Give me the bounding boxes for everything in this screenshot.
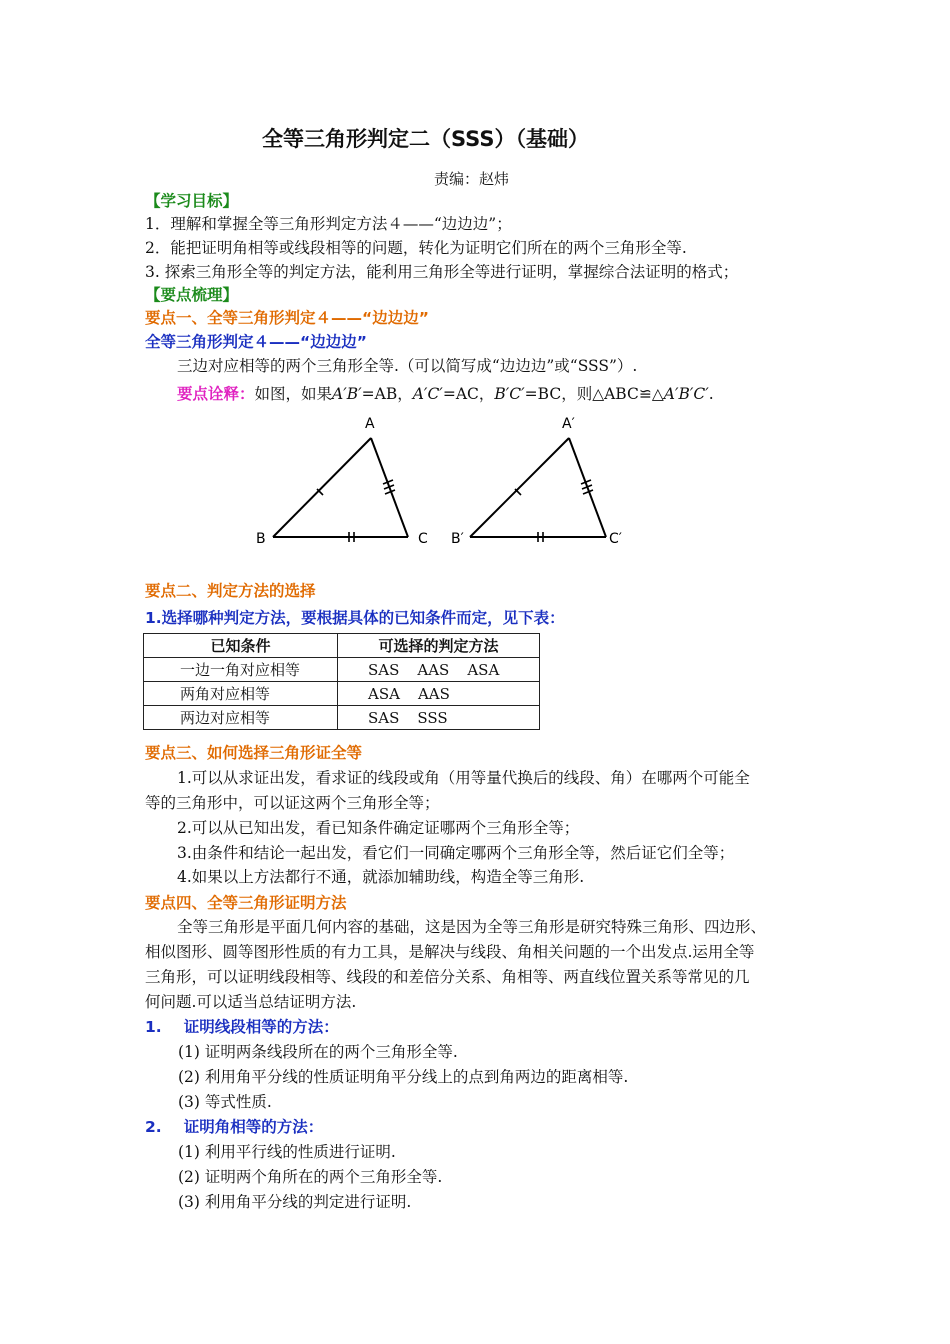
label-b-prime: B′ [451,531,464,547]
goals-heading: 【学习目标】 [145,192,239,210]
heading-number: 1. [145,1018,162,1036]
table-cell-condition: 两角对应相等 [144,682,338,706]
table-header-cell: 已知条件 [144,634,338,658]
angle-method-item: (2) 证明两个角所在的两个三角形全等. [178,1168,443,1186]
point3-item: 4.如果以上方法都行不通，就添加辅助线，构造全等三角形. [177,868,585,886]
table-row [144,706,540,730]
table-cell-condition: 一边一角对应相等 [144,658,338,682]
point4-paragraph: 何问题.可以适当总结证明方法. [145,993,357,1011]
heading-text: 证明线段相等的方法： [183,1018,339,1036]
heading-number: 2. [145,1118,162,1136]
table-header-row [144,634,540,658]
method: ASA [467,660,500,679]
method: SSS [417,708,448,727]
triangle-abc-prime [470,438,606,542]
point1-heading: 要点一、全等三角形判定４——“边边边” [145,309,429,327]
label-a: A [365,416,375,432]
side-ab [273,438,371,537]
label-a-prime: A′ [562,416,575,432]
goal-item: 3. 探索三角形全等的判定方法，能利用三角形全等进行证明，掌握综合法证明的格式； [145,263,739,281]
point1-note [177,383,714,405]
note-text: =AC， [442,385,495,403]
point3-item: 2.可以从已知出发，看已知条件确定证哪两个三角形全等； [177,819,580,837]
angle-methods-heading [145,1116,323,1138]
table-cell-condition: 两边对应相等 [144,706,338,730]
point4-heading: 要点四、全等三角形证明方法 [145,894,347,912]
note-text: 如图，如果 [254,385,333,403]
point4-paragraph: 全等三角形是平面几何内容的基础，这是因为全等三角形是研究特殊三角形、四边形、 [177,918,767,936]
label-c: C [418,531,428,547]
table-cell-methods [338,682,540,706]
segment-a-b-prime: A′B′ [332,385,362,403]
triangle-abc [273,438,408,542]
method: SAS [368,660,400,679]
method: SAS [368,708,400,727]
point4-paragraph: 三角形，可以证明线段相等、线段的和差倍分关系、角相等、两直线位置关系等常见的几 [145,968,750,986]
segment-method-item: (2) 利用角平分线的性质证明角平分线上的点到角两边的距离相等. [178,1068,629,1086]
segment-b-c-prime: B′C′ [494,385,525,403]
label-c-prime: C′ [609,531,622,547]
point3-item: 3.由条件和结论一起出发，看它们一同确定哪两个三角形全等，然后证它们全等； [177,844,735,862]
side-a-b-prime [470,438,569,537]
methods-table [143,633,540,730]
page-title: 全等三角形判定二（SSS）（基础） [262,127,589,151]
heading-text: 证明角相等的方法： [183,1118,324,1136]
table-row [144,658,540,682]
segment-a-c-prime: A′C′ [412,385,443,403]
triangles-figure [240,410,640,560]
point3-item: 等的三角形中，可以证这两个三角形全等； [145,794,440,812]
note-text: =AB， [361,385,413,403]
note-text: =BC，则△ABC≌△ [524,385,664,403]
method: AAS [417,660,450,679]
angle-method-item: (1) 利用平行线的性质进行证明. [178,1143,396,1161]
summary-heading: 【要点梳理】 [145,286,239,304]
goal-item: 1．理解和掌握全等三角形判定方法４——“边边边”； [145,215,512,233]
segment-methods-heading [145,1016,339,1038]
point1-body: 三边对应相等的两个三角形全等.（可以简写成“边边边”或“SSS”）. [177,357,638,375]
point3-heading: 要点三、如何选择三角形证全等 [145,744,363,762]
point3-item: 1.可以从求证出发，看求证的线段或角（用等量代换后的线段、角）在哪两个可能全 [177,769,750,787]
method: ASA [368,684,400,703]
note-label: 要点诠释： [177,385,255,403]
label-b: B [256,531,266,547]
point2-subheading: 1.选择哪种判定方法，要根据具体的已知条件而定，见下表： [145,609,565,627]
note-text: . [708,385,714,403]
table-header-cell: 可选择的判定方法 [338,634,540,658]
goal-item: 2．能把证明角相等或线段相等的问题，转化为证明它们所在的两个三角形全等. [145,239,687,257]
triangle-abc-prime: A′B′C′ [663,385,709,403]
method: AAS [417,684,450,703]
segment-method-item: (1) 证明两条线段所在的两个三角形全等. [178,1043,458,1061]
angle-method-item: (3) 利用角平分线的判定进行证明. [178,1193,412,1211]
point1-subheading: 全等三角形判定４——“边边边” [145,333,367,351]
segment-method-item: (3) 等式性质. [178,1093,272,1111]
point2-heading: 要点二、判定方法的选择 [145,582,316,600]
editor-line: 责编：赵炜 [434,170,510,188]
table-cell-methods [338,658,540,682]
point4-paragraph: 相似图形、圆等图形性质的有力工具，是解决与线段、角相关问题的一个出发点.运用全等 [145,943,755,961]
table-cell-methods [338,706,540,730]
table-row [144,682,540,706]
